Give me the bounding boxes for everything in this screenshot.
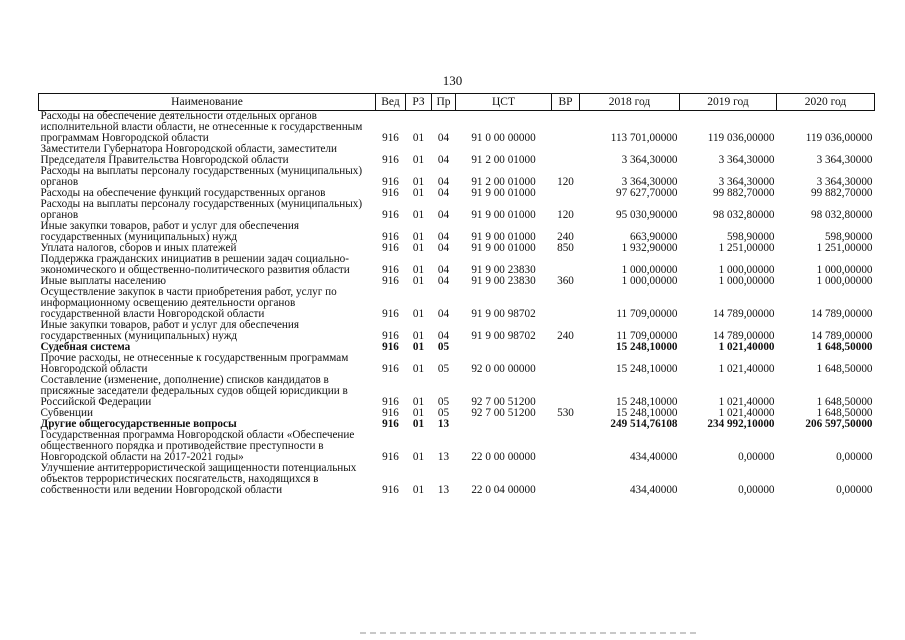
row-vr: 530 (557, 407, 574, 419)
row-amount-2020: 1 648,50000 (816, 407, 873, 419)
row-rz: 01 (412, 154, 425, 166)
row-amount-2020: 3 364,30000 (816, 176, 873, 188)
row-rz: 01 (412, 330, 425, 342)
row-amount-2020: 98 032,80000 (810, 209, 873, 221)
row-amount-2019: 1 021,40000 (718, 396, 775, 408)
row-amount-2020: 0,00000 (836, 484, 873, 496)
row-cst: 91 9 00 01000 (471, 209, 536, 221)
row-rz: 01 (412, 187, 425, 199)
row-cst: 91 2 00 01000 (471, 154, 536, 166)
row-name: Другие общегосударственные вопросы (40, 418, 237, 430)
row-amount-2018: 1 932,90000 (621, 242, 678, 254)
row-rz: 01 (412, 209, 425, 221)
row-pr: 05 (437, 341, 450, 353)
table-row (39, 287, 875, 320)
row-cst: 91 0 00 00000 (471, 132, 536, 144)
row-ved: 916 (382, 363, 399, 375)
row-ved: 916 (382, 418, 399, 430)
row-rz: 01 (412, 264, 425, 276)
row-pr: 04 (437, 330, 450, 342)
row-amount-2019: 234 992,10000 (707, 418, 775, 430)
row-vr (552, 375, 580, 408)
col-header-ved: Вед (376, 94, 406, 111)
row-vr (552, 342, 580, 353)
row-amount-2019: 1 251,00000 (718, 242, 775, 254)
table-row (39, 375, 875, 408)
row-rz: 01 (412, 341, 425, 353)
row-pr: 13 (437, 484, 450, 496)
row-pr: 04 (437, 187, 450, 199)
col-header-pr: Пр (432, 94, 456, 111)
row-ved: 916 (382, 242, 399, 254)
row-vr (552, 430, 580, 463)
row-amount-2019: 98 032,80000 (712, 209, 775, 221)
row-amount-2020: 598,90000 (824, 231, 873, 243)
row-amount-2020: 1 000,00000 (816, 264, 873, 276)
row-pr: 13 (437, 451, 450, 463)
row-amount-2018: 434,40000 (629, 451, 678, 463)
row-cst: 91 9 00 01000 (471, 242, 536, 254)
row-amount-2019: 14 789,00000 (712, 308, 775, 320)
row-amount-2019: 14 789,00000 (712, 330, 775, 342)
row-ved: 916 (382, 154, 399, 166)
row-rz: 01 (412, 132, 425, 144)
row-cst: 91 9 00 01000 (471, 231, 536, 243)
row-pr: 05 (437, 396, 450, 408)
table-row (39, 463, 875, 496)
row-cst (456, 419, 552, 430)
row-pr: 05 (437, 407, 450, 419)
row-name: Судебная система (40, 341, 131, 353)
row-amount-2020: 1 648,50000 (816, 396, 873, 408)
row-vr (552, 254, 580, 276)
row-rz: 01 (412, 451, 425, 463)
row-amount-2019: 3 364,30000 (718, 176, 775, 188)
row-vr (552, 419, 580, 430)
col-header-2019: 2019 год (680, 94, 777, 111)
row-name: Прочие расходы, не отнесенные к государственным программам Новгородской области (40, 352, 349, 375)
row-ved: 916 (382, 396, 399, 408)
row-amount-2018: 15 248,10000 (615, 407, 678, 419)
row-name: Заместители Губернатора Новгородской области, заместители Председателя Правительства Новгородской области (40, 143, 337, 166)
row-amount-2019: 598,90000 (726, 231, 775, 243)
row-rz: 01 (412, 275, 425, 287)
row-amount-2018: 97 627,70000 (615, 187, 678, 199)
row-cst: 22 0 04 00000 (471, 484, 536, 496)
row-ved: 916 (382, 187, 399, 199)
row-vr (552, 463, 580, 496)
row-amount-2020: 206 597,50000 (805, 418, 873, 430)
row-amount-2019: 1 000,00000 (718, 264, 775, 276)
table-row (39, 353, 875, 375)
row-rz: 01 (412, 363, 425, 375)
row-pr: 04 (437, 231, 450, 243)
row-amount-2018: 95 030,90000 (615, 209, 678, 221)
row-amount-2019: 1 021,40000 (718, 363, 775, 375)
col-header-2018: 2018 год (580, 94, 680, 111)
scan-artifact-line (360, 632, 700, 634)
row-rz: 01 (412, 308, 425, 320)
row-amount-2019: 0,00000 (738, 451, 775, 463)
row-amount-2020: 14 789,00000 (810, 308, 873, 320)
row-amount-2019: 99 882,70000 (712, 187, 775, 199)
row-amount-2018: 663,90000 (629, 231, 678, 243)
row-amount-2019: 119 036,00000 (707, 132, 775, 144)
table-row (39, 221, 875, 243)
row-amount-2020: 1 648,50000 (816, 341, 873, 353)
row-pr: 04 (437, 308, 450, 320)
row-rz: 01 (412, 484, 425, 496)
row-vr (552, 144, 580, 166)
row-amount-2018: 11 709,00000 (616, 308, 678, 320)
row-ved: 916 (382, 176, 399, 188)
col-header-name: Наименование (39, 94, 376, 111)
row-ved: 916 (382, 484, 399, 496)
table-row (39, 144, 875, 166)
row-amount-2020: 99 882,70000 (810, 187, 873, 199)
row-cst: 91 9 00 98702 (471, 308, 536, 320)
row-amount-2020: 3 364,30000 (816, 154, 873, 166)
row-name: Осуществление закупок в части приобретения работ, услуг по информационному освещению деятельности органов государственной власти Новгородской области (40, 286, 337, 320)
row-ved: 916 (382, 451, 399, 463)
row-name: Расходы на выплаты персоналу государственных (муниципальных) органов (40, 198, 363, 221)
row-amount-2019: 1 000,00000 (718, 275, 775, 287)
col-header-2020: 2020 год (777, 94, 875, 111)
row-cst: 91 2 00 01000 (471, 176, 536, 188)
row-cst: 92 7 00 51200 (471, 396, 536, 408)
row-amount-2019: 0,00000 (738, 484, 775, 496)
row-vr: 120 (557, 209, 574, 221)
row-name: Уплата налогов, сборов и иных платежей (40, 242, 237, 254)
row-amount-2018: 434,40000 (629, 484, 678, 496)
row-ved: 916 (382, 407, 399, 419)
row-rz: 01 (412, 176, 425, 188)
row-ved: 916 (382, 231, 399, 243)
row-amount-2019: 1 021,40000 (718, 407, 775, 419)
row-amount-2018: 3 364,30000 (621, 176, 678, 188)
row-amount-2018: 113 701,00000 (610, 132, 678, 144)
row-amount-2020: 1 251,00000 (816, 242, 873, 254)
row-rz: 01 (412, 242, 425, 254)
row-name: Расходы на выплаты персоналу государственных (муниципальных) органов (40, 165, 363, 188)
row-rz: 01 (412, 231, 425, 243)
row-amount-2020: 119 036,00000 (805, 132, 873, 144)
table-row (39, 254, 875, 276)
table-row (39, 166, 875, 188)
row-ved: 916 (382, 264, 399, 276)
row-name: Субвенции (40, 407, 93, 419)
row-vr (552, 287, 580, 320)
table-row (39, 199, 875, 221)
table-row (39, 320, 875, 342)
row-pr: 04 (437, 154, 450, 166)
row-name: Расходы на обеспечение функций государственных органов (40, 187, 326, 199)
row-ved: 916 (382, 308, 399, 320)
row-amount-2019: 1 021,40000 (718, 341, 775, 353)
page-number: 130 (442, 73, 463, 88)
table-row (39, 111, 875, 145)
row-cst: 92 0 00 00000 (471, 363, 536, 375)
row-ved: 916 (382, 132, 399, 144)
row-cst (456, 342, 552, 353)
row-amount-2018: 3 364,30000 (621, 154, 678, 166)
row-pr: 05 (437, 363, 450, 375)
row-name: Иные выплаты населению (40, 275, 166, 287)
row-name: Составление (изменение, дополнение) списков кандидатов в присяжные заседатели федеральных судов общей юрисдикции в Российской Федерации (40, 374, 348, 408)
row-amount-2020: 0,00000 (836, 451, 873, 463)
row-pr: 13 (437, 418, 450, 430)
row-vr: 360 (557, 275, 574, 287)
row-rz: 01 (412, 407, 425, 419)
row-vr (552, 188, 580, 199)
row-vr: 240 (557, 231, 574, 243)
row-rz: 01 (412, 396, 425, 408)
row-cst: 91 9 00 01000 (471, 187, 536, 199)
row-vr: 240 (557, 330, 574, 342)
row-amount-2020: 14 789,00000 (810, 330, 873, 342)
row-amount-2019: 3 364,30000 (718, 154, 775, 166)
row-name: Иные закупки товаров, работ и услуг для обеспечения государственных (муниципальных) нужд (40, 220, 300, 243)
budget-table (38, 93, 875, 496)
row-cst: 22 0 00 00000 (471, 451, 536, 463)
row-amount-2018: 11 709,00000 (616, 330, 678, 342)
row-cst: 91 9 00 23830 (471, 275, 536, 287)
col-header-cst: ЦСТ (456, 94, 552, 111)
row-name: Государственная программа Новгородской области «Обеспечение общественного порядка и противодействие преступности в Новгородской области на 2017-2021 годы» (40, 429, 355, 463)
col-header-rz: РЗ (406, 94, 432, 111)
row-vr (552, 111, 580, 145)
table-row (39, 430, 875, 463)
row-pr: 04 (437, 275, 450, 287)
row-cst: 91 9 00 98702 (471, 330, 536, 342)
row-amount-2018: 1 000,00000 (621, 264, 678, 276)
row-name: Расходы на обеспечение деятельности отдельных органов исполнительной власти области, не отнесенные к государственным программам Новгородской области (40, 110, 363, 144)
row-amount-2020: 1 648,50000 (816, 363, 873, 375)
row-vr: 120 (557, 176, 574, 188)
row-amount-2018: 15 248,10000 (615, 341, 678, 353)
row-ved: 916 (382, 330, 399, 342)
row-ved: 916 (382, 209, 399, 221)
row-pr: 04 (437, 209, 450, 221)
row-vr: 850 (557, 242, 574, 254)
row-cst: 91 9 00 23830 (471, 264, 536, 276)
row-pr: 04 (437, 264, 450, 276)
col-header-vr: ВР (552, 94, 580, 111)
row-pr: 04 (437, 176, 450, 188)
row-amount-2018: 249 514,76108 (610, 418, 678, 430)
row-pr: 04 (437, 132, 450, 144)
row-rz: 01 (412, 418, 425, 430)
row-ved: 916 (382, 341, 399, 353)
row-name: Поддержка гражданских инициатив в решении задач социально-экономического и общественно-политического развития области (40, 253, 350, 276)
row-amount-2018: 15 248,10000 (615, 396, 678, 408)
row-amount-2018: 15 248,10000 (615, 363, 678, 375)
table-header-row (39, 94, 875, 111)
row-amount-2020: 1 000,00000 (816, 275, 873, 287)
row-cst: 92 7 00 51200 (471, 407, 536, 419)
row-amount-2018: 1 000,00000 (621, 275, 678, 287)
row-name: Улучшение антитеррористической защищенности потенциальных объектов террористических посягательств, находящихся в собственности или ведении Новгородской области (40, 462, 357, 496)
row-pr: 04 (437, 242, 450, 254)
row-vr (552, 353, 580, 375)
row-ved: 916 (382, 275, 399, 287)
row-name: Иные закупки товаров, работ и услуг для обеспечения государственных (муниципальных) нужд (40, 319, 300, 342)
